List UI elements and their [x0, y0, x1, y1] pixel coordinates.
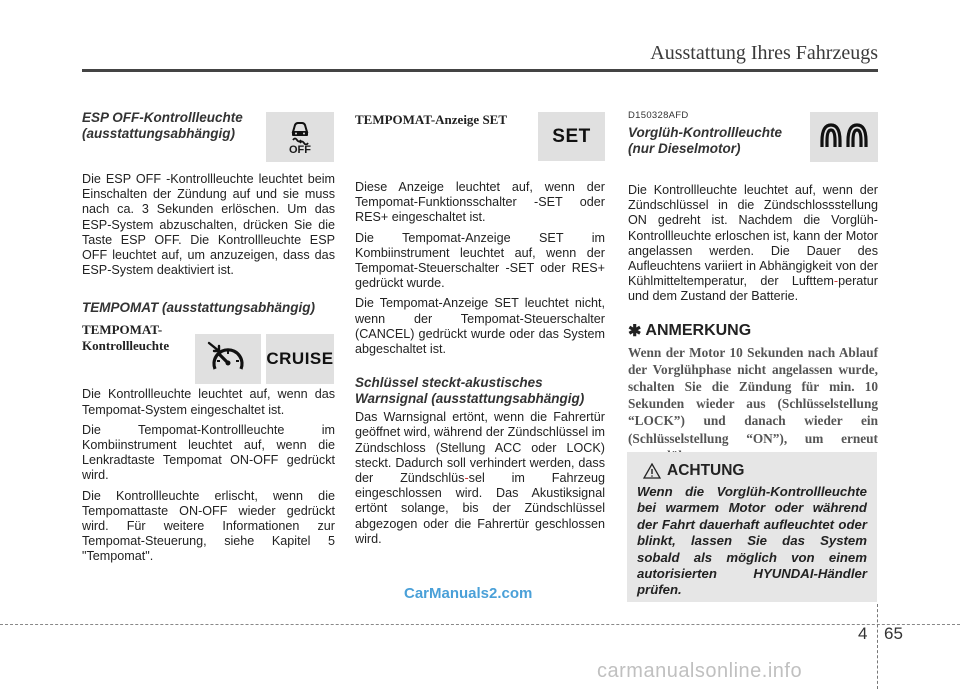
watermark-top[interactable]: CarManuals2.com	[404, 585, 533, 602]
note-title	[628, 321, 878, 341]
column-2	[355, 110, 605, 547]
note-text: Wenn der Motor 10 Sekunden nach Ablauf der Vorglühphase nicht angelassen wurde, schalten Sie die Zündung für min. 10 Sekunden wieder aus (Schlüsselstellung “LOCK”) und danach wieder ein (Schlüsselstellung “ON”), um erneut	[628, 344, 878, 446]
set-badge-label: SET	[552, 125, 591, 147]
esp-off-heading: ESP OFF-Kontrollleuchte (ausstattungsabhängig)	[82, 110, 243, 141]
glow-text-b: peratur und dem Zustand der Batterie.	[628, 274, 878, 304]
set-text-1: Diese Anzeige leuchtet auf, wenn der Tempomat-Funktionsschalter -SET oder RES+ eingeschaltet ist.	[355, 180, 605, 225]
esp-off-icon-label: OFF	[289, 143, 311, 156]
tempomat-text-3: Die Kontrollleuchte erlischt, wenn die Tempomattaste ON-OFF wieder gedrückt wird. Für weitere Informationen zur Tempomat-Steuerung, siehe Kapitel 5 "Tempomat".	[82, 488, 335, 564]
warning-box	[627, 452, 877, 602]
cruise-indicator-icon	[195, 334, 261, 384]
chapter-number: 4	[858, 624, 868, 643]
warning-text: Wenn die Vorglüh-Kontrollleuchte bei warmem Motor oder während der Fahrt dauerhaft aufleuchtet oder blinkt, lassen Sie das System sobald als möglich von einem autorisierten HYUNDAI-Händler prüfen.	[637, 484, 867, 598]
glow-heading: Vorglüh-Kontrollleuchte (nur Dieselmotor)	[628, 125, 782, 156]
glow-hyphen: -	[833, 274, 839, 289]
coil-icon	[819, 119, 869, 155]
glow-text-a: Die Kontrollleuchte leuchtet auf, wenn der Zündschlüssel in die Zündschlossstellung ON gedreht ist. Nachdem die Vorglüh-Kontrollleuchte erloschen ist, kann der Motor angelassen werden. Die Dauer des Aufleuchtens variiert in Abhängigkeit von der Kühlmitteltemperatur, der Lufttem	[628, 183, 878, 289]
page-header-title: Ausstattung Ihres Fahrzeugs	[650, 42, 878, 64]
set-heading: TEMPOMAT-Anzeige SET	[355, 112, 508, 127]
key-warning-text	[355, 410, 605, 547]
header-rule	[82, 69, 878, 72]
skidding-car-icon	[287, 119, 313, 145]
set-text-3: Die Tempomat-Anzeige SET leuchtet nicht, wenn der Tempomat-Steuerschalter (CANCEL) gedrückt wurde oder das System abgeschaltet ist.	[355, 296, 605, 357]
star-cross-icon: ✱	[628, 322, 642, 340]
cruise-badge	[266, 334, 334, 384]
cruise-badge-label: CRUISE	[266, 349, 334, 368]
section-code: D150328AFD	[628, 110, 689, 121]
warning-triangle-icon	[643, 463, 661, 479]
esp-off-text: Die ESP OFF -Kontrollleuchte leuchtet beim Einschalten der Zündung auf und sie muss nach ca. 3 Sekunden erlöschen. Um das ESP-System abzuschalten, drücken Sie die Taste ESP OFF. Die Kontrollleuchte ESP OFF leuchtet auf, um anzuzeigen, dass das ESP-System deaktiviert ist.	[82, 172, 335, 278]
page-number: 65	[884, 624, 903, 643]
key-warning-text-b: sel im Fahrzeug eingeschlossen wird. Das Akustiksignal ertönt solange, bis der Zündschlüssel abgezogen oder die Fahrertür geschlossen wird.	[355, 471, 605, 546]
esp-off-icon	[266, 112, 334, 162]
speedometer-icon	[205, 339, 251, 379]
warning-title	[643, 462, 867, 480]
set-text-2: Die Tempomat-Anzeige SET im Kombiinstrument leuchtet auf, wenn der Tempomat-Steuerschalter -SET oder RES+ gedrückt wurde.	[355, 230, 605, 291]
glow-text	[628, 183, 878, 305]
tempomat-text-1: Die Kontrollleuchte leuchtet auf, wenn das Tempomat-System eingeschaltet ist.	[82, 387, 335, 417]
page-number-divider	[877, 604, 878, 689]
tempomat-subheading: TEMPOMAT- Kontrollleuchte	[82, 322, 170, 354]
tempomat-heading: TEMPOMAT (ausstattungsabhängig)	[82, 300, 315, 316]
key-warning-heading: Schlüssel steckt-akustisches Warnsignal (ausstattungsabhängig)	[355, 375, 585, 407]
glow-plug-icon	[810, 112, 878, 162]
footer-rule	[0, 624, 960, 625]
column-3	[628, 110, 878, 464]
key-warning-hyphen: -	[464, 471, 469, 486]
watermark-bottom[interactable]: carmanualsonline.info	[597, 660, 803, 682]
warning-title-label: ACHTUNG	[667, 462, 745, 479]
set-badge	[538, 112, 605, 161]
tempomat-text-2: Die Tempomat-Kontrollleuchte im Kombiinstrument leuchtet auf, wenn die Lenkradtaste Tempomat ON-OFF gedrückt wird.	[82, 422, 335, 483]
note-title-label: ANMERKUNG	[645, 321, 752, 339]
key-warning-text-a: Das Warnsignal ertönt, wenn die Fahrertür geöffnet wird, während der Zündschlüssel im Zündschloss (Stellung ACC oder LOCK) steckt. Dadurch soll verhindert werden, dass der Zündschlüs	[355, 410, 605, 486]
